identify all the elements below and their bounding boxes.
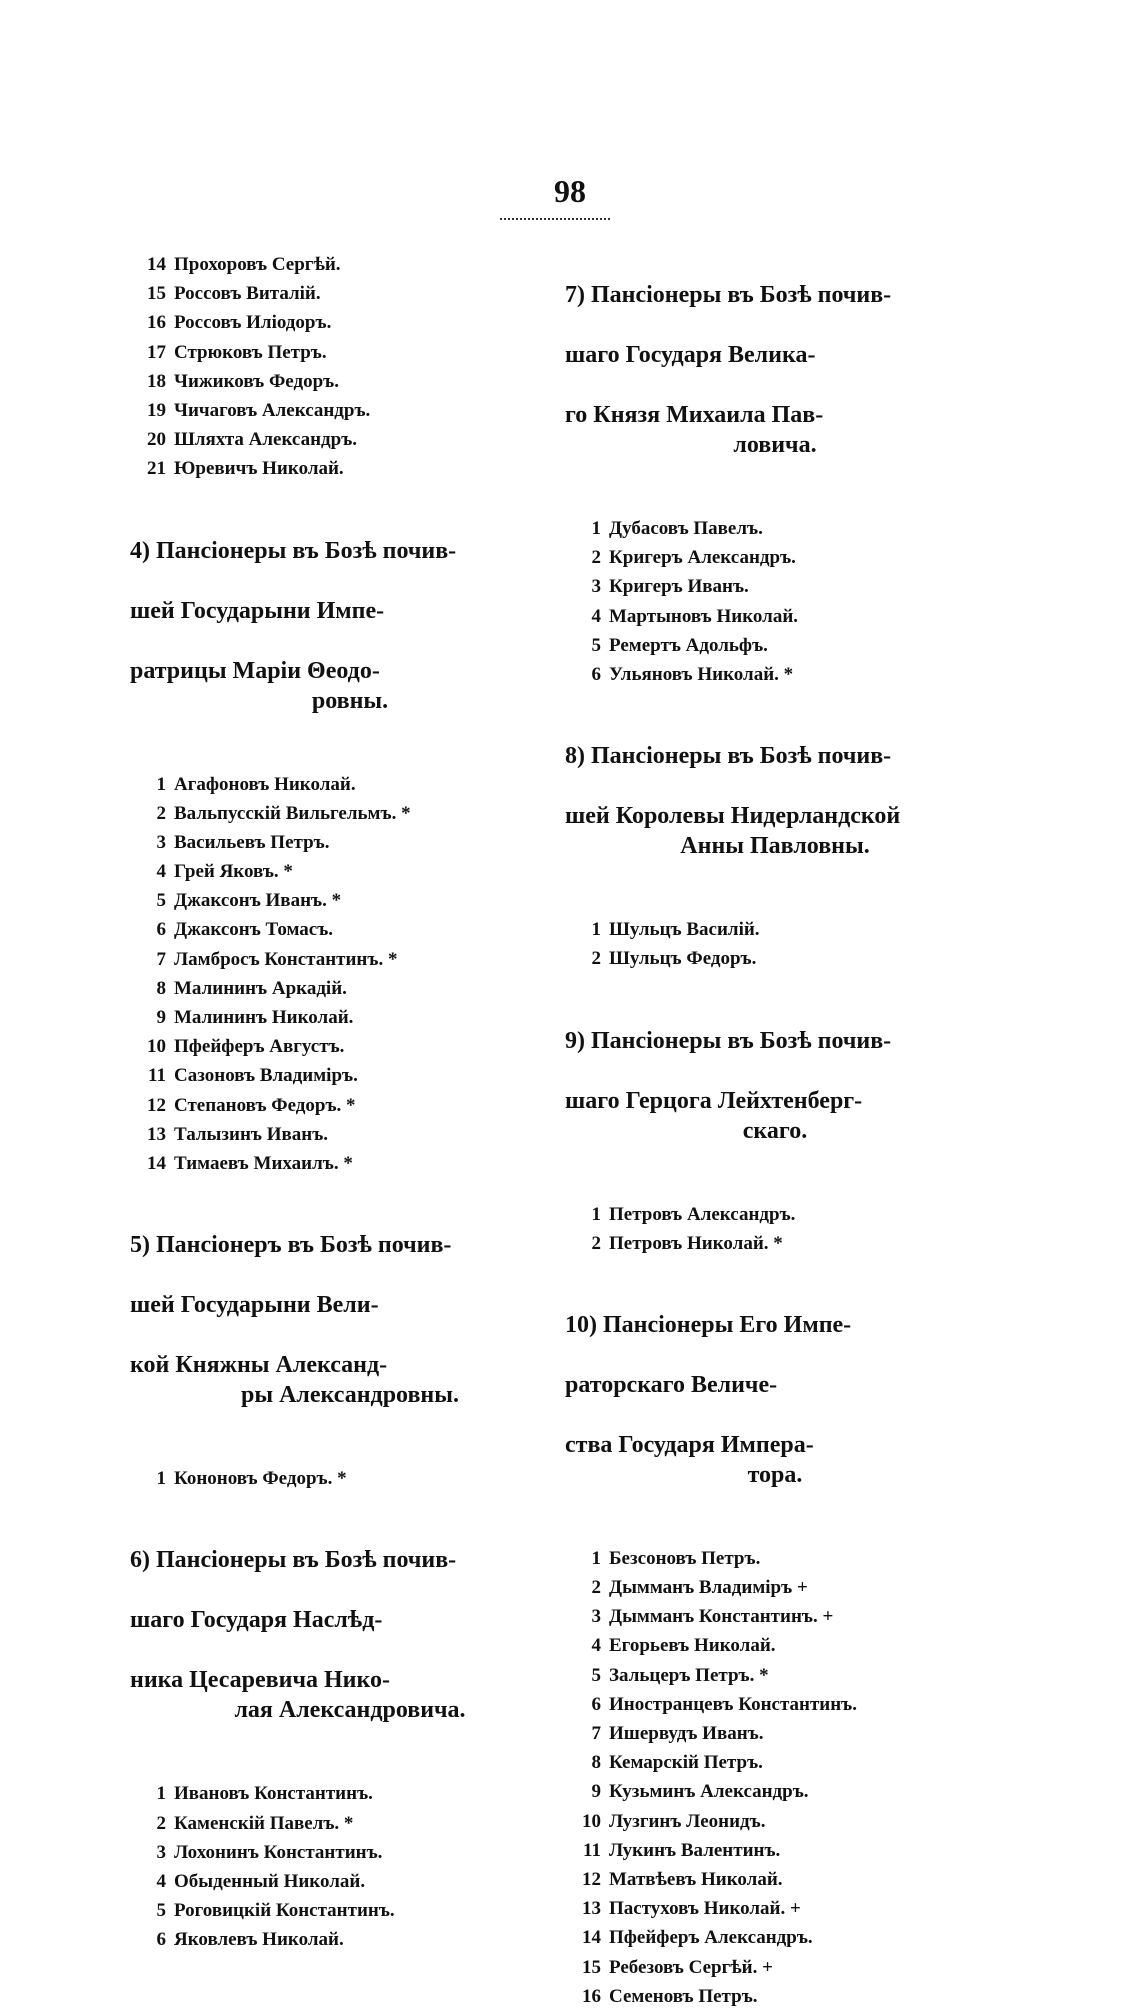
list-item: [565, 1544, 985, 1573]
entry-name: Ламбросъ Константинъ. *: [174, 948, 398, 970]
section-7-title: [565, 250, 985, 490]
entry-number: 7: [156, 948, 166, 970]
entry-number: 12: [147, 1094, 166, 1116]
section-title-line: раторскаго Величе-: [565, 1371, 778, 1398]
section-title-line: 9) Пансіонеры въ Бозѣ почив-: [565, 1027, 892, 1054]
list-item: [565, 1661, 985, 1690]
entry-name: Дубасовъ Павелъ.: [609, 518, 763, 539]
entry-number: 16: [147, 312, 166, 334]
entry-name: Обыденный Николай.: [174, 1870, 366, 1892]
entry-number: 20: [147, 429, 166, 451]
entry-name: Чичаговъ Александръ.: [174, 399, 371, 421]
entry-name: Зальцеръ Петръ. *: [609, 1664, 769, 1686]
list-item: [130, 425, 570, 454]
section-8-list: [565, 915, 985, 973]
entry-name: Ремертъ Адольфъ.: [609, 634, 768, 656]
entry-name: Вальпусскій Вильгельмъ. *: [174, 802, 411, 824]
section-4-title: [130, 506, 570, 746]
entry-number: 9: [591, 1781, 601, 1803]
list-item: [130, 1149, 570, 1178]
section-title-line: 6) Пансіонеры въ Бозѣ почив-: [130, 1547, 457, 1574]
entry-name: Степановъ Федоръ. *: [174, 1094, 356, 1116]
entry-number: 5: [591, 1664, 601, 1686]
list-item: [130, 308, 570, 337]
entry-number: 5: [156, 890, 166, 912]
entry-number: 4: [591, 1635, 601, 1657]
section-title-line: шаго Герцога Лейхтенберг-: [565, 1087, 863, 1114]
section-title-line: ры Александровны.: [241, 1382, 459, 1409]
entry-name: Прохоровъ Сергѣй.: [174, 254, 341, 275]
entry-number: 6: [591, 663, 601, 685]
entry-name: Безсоновъ Петръ.: [609, 1547, 761, 1569]
entry-number: 15: [147, 283, 166, 305]
entry-number: 13: [147, 1123, 166, 1145]
list-item: [565, 1807, 985, 1836]
entry-name: Лузгинъ Леонидъ.: [609, 1810, 766, 1832]
entry-number: 14: [147, 254, 166, 275]
list-item: [565, 543, 985, 572]
list-item: [130, 1120, 570, 1149]
list-item: [130, 1003, 570, 1032]
section-title-line: ловича.: [733, 432, 817, 458]
page-number: 98: [554, 173, 586, 209]
entry-number: 3: [591, 1606, 601, 1628]
entry-name: Лохонинъ Константинъ.: [174, 1841, 383, 1863]
section-5-title: [130, 1200, 570, 1440]
list-item: [565, 1865, 985, 1894]
list-item: [130, 945, 570, 974]
list-item: [565, 1777, 985, 1806]
list-item: [130, 974, 570, 1003]
section-title-line: скаго.: [742, 1117, 808, 1144]
entry-name: Лукинъ Валентинъ.: [609, 1839, 781, 1861]
list-item: [130, 1779, 570, 1808]
entry-name: Пфейферъ Александръ.: [609, 1927, 813, 1949]
entry-name: Ульяновъ Николай. *: [609, 663, 794, 685]
entry-number: 2: [156, 1812, 166, 1834]
section-title-line: ника Цесаревича Нико-: [130, 1667, 391, 1694]
entry-name: Яковлевъ Николай.: [174, 1929, 344, 1951]
entry-number: 1: [591, 1203, 601, 1225]
list-item: [565, 631, 985, 660]
entry-number: 3: [156, 1841, 166, 1863]
section-title-line: ратрицы Маріи Θеодо-: [130, 657, 380, 684]
entry-number: 1: [156, 773, 166, 795]
entry-name: Талызинъ Иванъ.: [174, 1123, 329, 1145]
entry-number: 19: [147, 399, 166, 421]
entry-number: 6: [591, 1693, 601, 1715]
entry-number: 9: [156, 1007, 166, 1028]
entry-number: 8: [156, 977, 166, 999]
entry-name: Семеновъ Петръ.: [609, 1985, 758, 2007]
list-item: [130, 279, 570, 308]
entry-number: 21: [147, 458, 166, 480]
entry-number: 10: [147, 1036, 166, 1058]
entry-name: Шульцъ Федоръ.: [609, 948, 757, 970]
section-4-list: [130, 770, 570, 1179]
entry-name: Роговицкій Константинъ.: [174, 1900, 395, 1922]
section-title-line: 4) Пансіонеры въ Бозѣ почив-: [130, 537, 457, 564]
section-title-line: кой Княжны Александ-: [130, 1352, 388, 1379]
entry-number: 15: [582, 1956, 601, 1978]
section-title-line: ства Государя Импера-: [565, 1431, 814, 1458]
entry-name: Ребезовъ Сергѣй. +: [609, 1956, 773, 1978]
entry-number: 17: [147, 341, 166, 363]
list-item: [565, 602, 985, 631]
section-title-line: ровны.: [311, 687, 389, 714]
list-item: [565, 1690, 985, 1719]
list-item: [565, 1836, 985, 1865]
entry-number: 5: [591, 634, 601, 656]
section-title-line: 10) Пансіонеры Его Импе-: [565, 1311, 852, 1338]
entry-name: Пфейферъ Августъ.: [174, 1036, 345, 1058]
list-item: [565, 1719, 985, 1748]
entry-name: Грей Яковъ. *: [174, 861, 293, 883]
entry-number: 4: [156, 861, 166, 883]
entry-number: 8: [591, 1752, 601, 1774]
entry-number: 1: [591, 919, 601, 941]
section-title-line: лая Александровича.: [234, 1697, 466, 1724]
section-10-title: [565, 1280, 985, 1520]
list-item: [565, 1894, 985, 1923]
section-9-list: [565, 1200, 985, 1258]
entry-number: 1: [591, 1547, 601, 1569]
section-title-line: шаго Государя Велика-: [565, 342, 816, 368]
entry-number: 2: [591, 1577, 601, 1599]
entry-number: 3: [156, 831, 166, 853]
entry-name: Петровъ Александръ.: [609, 1203, 796, 1225]
entry-name: Россовъ Иліодоръ.: [174, 312, 332, 334]
list-item: [565, 1229, 985, 1258]
entry-number: 14: [582, 1927, 601, 1949]
entry-name: Кригеръ Александръ.: [609, 547, 796, 569]
entry-name: Чижиковъ Федоръ.: [174, 370, 339, 392]
list-item: [565, 1602, 985, 1631]
entry-name: Джаксонъ Иванъ. *: [174, 890, 342, 912]
list-item: [565, 1923, 985, 1952]
entry-number: 1: [591, 518, 601, 539]
entry-name: Юревичъ Николай.: [174, 458, 344, 480]
list-item: [130, 1464, 570, 1493]
list-item: [130, 1867, 570, 1896]
entry-number: 11: [583, 1839, 601, 1861]
list-item: [130, 1896, 570, 1925]
section-7-list: [565, 514, 985, 689]
entry-number: 1: [156, 1468, 166, 1490]
list-item: [130, 454, 570, 483]
section-title-line: шаго Государя Наслѣд-: [130, 1607, 383, 1634]
list-item: [565, 1953, 985, 1982]
entry-name: Тимаевъ Михаилъ. *: [174, 1152, 353, 1174]
list-item: [565, 1200, 985, 1229]
entry-name: Каменскій Павелъ. *: [174, 1812, 354, 1834]
list-item: [130, 367, 570, 396]
list-item: [130, 915, 570, 944]
entry-name: Ивановъ Константинъ.: [174, 1783, 373, 1805]
section-title-line: тора.: [747, 1461, 803, 1488]
entry-number: 6: [156, 919, 166, 941]
list-item: [130, 396, 570, 425]
entry-number: 13: [582, 1898, 601, 1920]
list-item: [130, 1925, 570, 1954]
entry-number: 14: [147, 1152, 166, 1174]
list-item: [565, 1748, 985, 1777]
entry-name: Кемарскій Петръ.: [609, 1752, 763, 1774]
list-item: [565, 660, 985, 689]
section-6-title: [130, 1515, 570, 1755]
right-column: [565, 250, 985, 2011]
list-item: [565, 944, 985, 973]
list-item: [130, 250, 570, 279]
section-title-line: 8) Пансіонеры въ Бозѣ почив-: [565, 743, 892, 770]
list-item: [565, 1631, 985, 1660]
list-item: [565, 514, 985, 543]
entry-name: Шляхта Александръ.: [174, 429, 358, 451]
list-item: [130, 857, 570, 886]
entry-name: Пастуховъ Николай. +: [609, 1898, 801, 1920]
entry-name: Россовъ Виталій.: [174, 283, 321, 305]
list-item: [130, 799, 570, 828]
list-item: [130, 1061, 570, 1090]
page-number-rule: [500, 218, 610, 220]
entry-number: 2: [156, 802, 166, 824]
list-item: [130, 770, 570, 799]
entry-name: Васильевъ Петръ.: [174, 831, 330, 853]
list-item: [565, 915, 985, 944]
section-title-line: 5) Пансіонеръ въ Бозѣ почив-: [130, 1232, 452, 1259]
section-title-line: го Князя Михаила Пав-: [565, 402, 824, 428]
list-item: [565, 1573, 985, 1602]
entry-name: Матвѣевъ Николай.: [609, 1868, 783, 1890]
entry-name: Малининъ Аркадій.: [174, 977, 347, 999]
section-10-list: [565, 1544, 985, 2011]
section-title-line: шей Королевы Нидерландской: [565, 803, 901, 830]
continued-list: [130, 250, 570, 484]
list-item: [565, 1982, 985, 2011]
entry-name: Мартыновъ Николай.: [609, 605, 799, 627]
section-9-title: [565, 996, 985, 1176]
entry-number: 6: [156, 1929, 166, 1951]
section-title-line: 7) Пансіонеры въ Бозѣ почив-: [565, 282, 892, 308]
section-title-line: шей Государыни Вели-: [130, 1292, 379, 1319]
entry-number: 2: [591, 1232, 601, 1254]
entry-number: 10: [582, 1810, 601, 1832]
entry-name: Стрюковъ Петръ.: [174, 341, 327, 363]
entry-number: 16: [582, 1985, 601, 2007]
left-column: [130, 250, 570, 1954]
entry-name: Егорьевъ Николай.: [609, 1635, 776, 1657]
list-item: [130, 1809, 570, 1838]
entry-number: 2: [591, 547, 601, 569]
section-6-list: [130, 1779, 570, 1954]
entry-name: Ишервудъ Иванъ.: [609, 1723, 764, 1744]
list-item: [130, 338, 570, 367]
list-item: [130, 828, 570, 857]
entry-name: Малининъ Николай.: [174, 1007, 354, 1028]
entry-number: 4: [591, 605, 601, 627]
entry-number: 2: [591, 948, 601, 970]
entry-name: Шульцъ Василій.: [609, 919, 760, 941]
entry-number: 1: [156, 1783, 166, 1805]
section-title-line: шей Государыни Импе-: [130, 597, 385, 624]
list-item: [130, 1091, 570, 1120]
entry-number: 4: [156, 1870, 166, 1892]
section-8-title: [565, 711, 985, 891]
entry-name: Джаксонъ Томасъ.: [174, 919, 334, 941]
entry-name: Кригеръ Иванъ.: [609, 576, 749, 598]
list-item: [130, 1838, 570, 1867]
list-item: [130, 886, 570, 915]
section-title-line: Анны Павловны.: [680, 833, 870, 860]
entry-name: Петровъ Николай. *: [609, 1232, 783, 1254]
entry-number: 5: [156, 1900, 166, 1922]
entry-name: Агафоновъ Николай.: [174, 773, 356, 795]
entry-name: Иностранцевъ Константинъ.: [609, 1693, 858, 1715]
entry-number: 11: [148, 1065, 166, 1087]
entry-name: Дымманъ Константинъ. +: [609, 1606, 834, 1628]
section-5-list: [130, 1464, 570, 1493]
entry-name: Дымманъ Владиміръ +: [609, 1577, 808, 1599]
entry-name: Кононовъ Федоръ. *: [174, 1468, 347, 1490]
entry-number: 18: [147, 370, 166, 392]
entry-number: 7: [591, 1723, 601, 1744]
list-item: [565, 572, 985, 601]
entry-name: Кузьминъ Александръ.: [609, 1781, 809, 1803]
entry-number: 12: [582, 1868, 601, 1890]
entry-number: 3: [591, 576, 601, 598]
entry-name: Сазоновъ Владиміръ.: [174, 1065, 358, 1087]
list-item: [130, 1032, 570, 1061]
